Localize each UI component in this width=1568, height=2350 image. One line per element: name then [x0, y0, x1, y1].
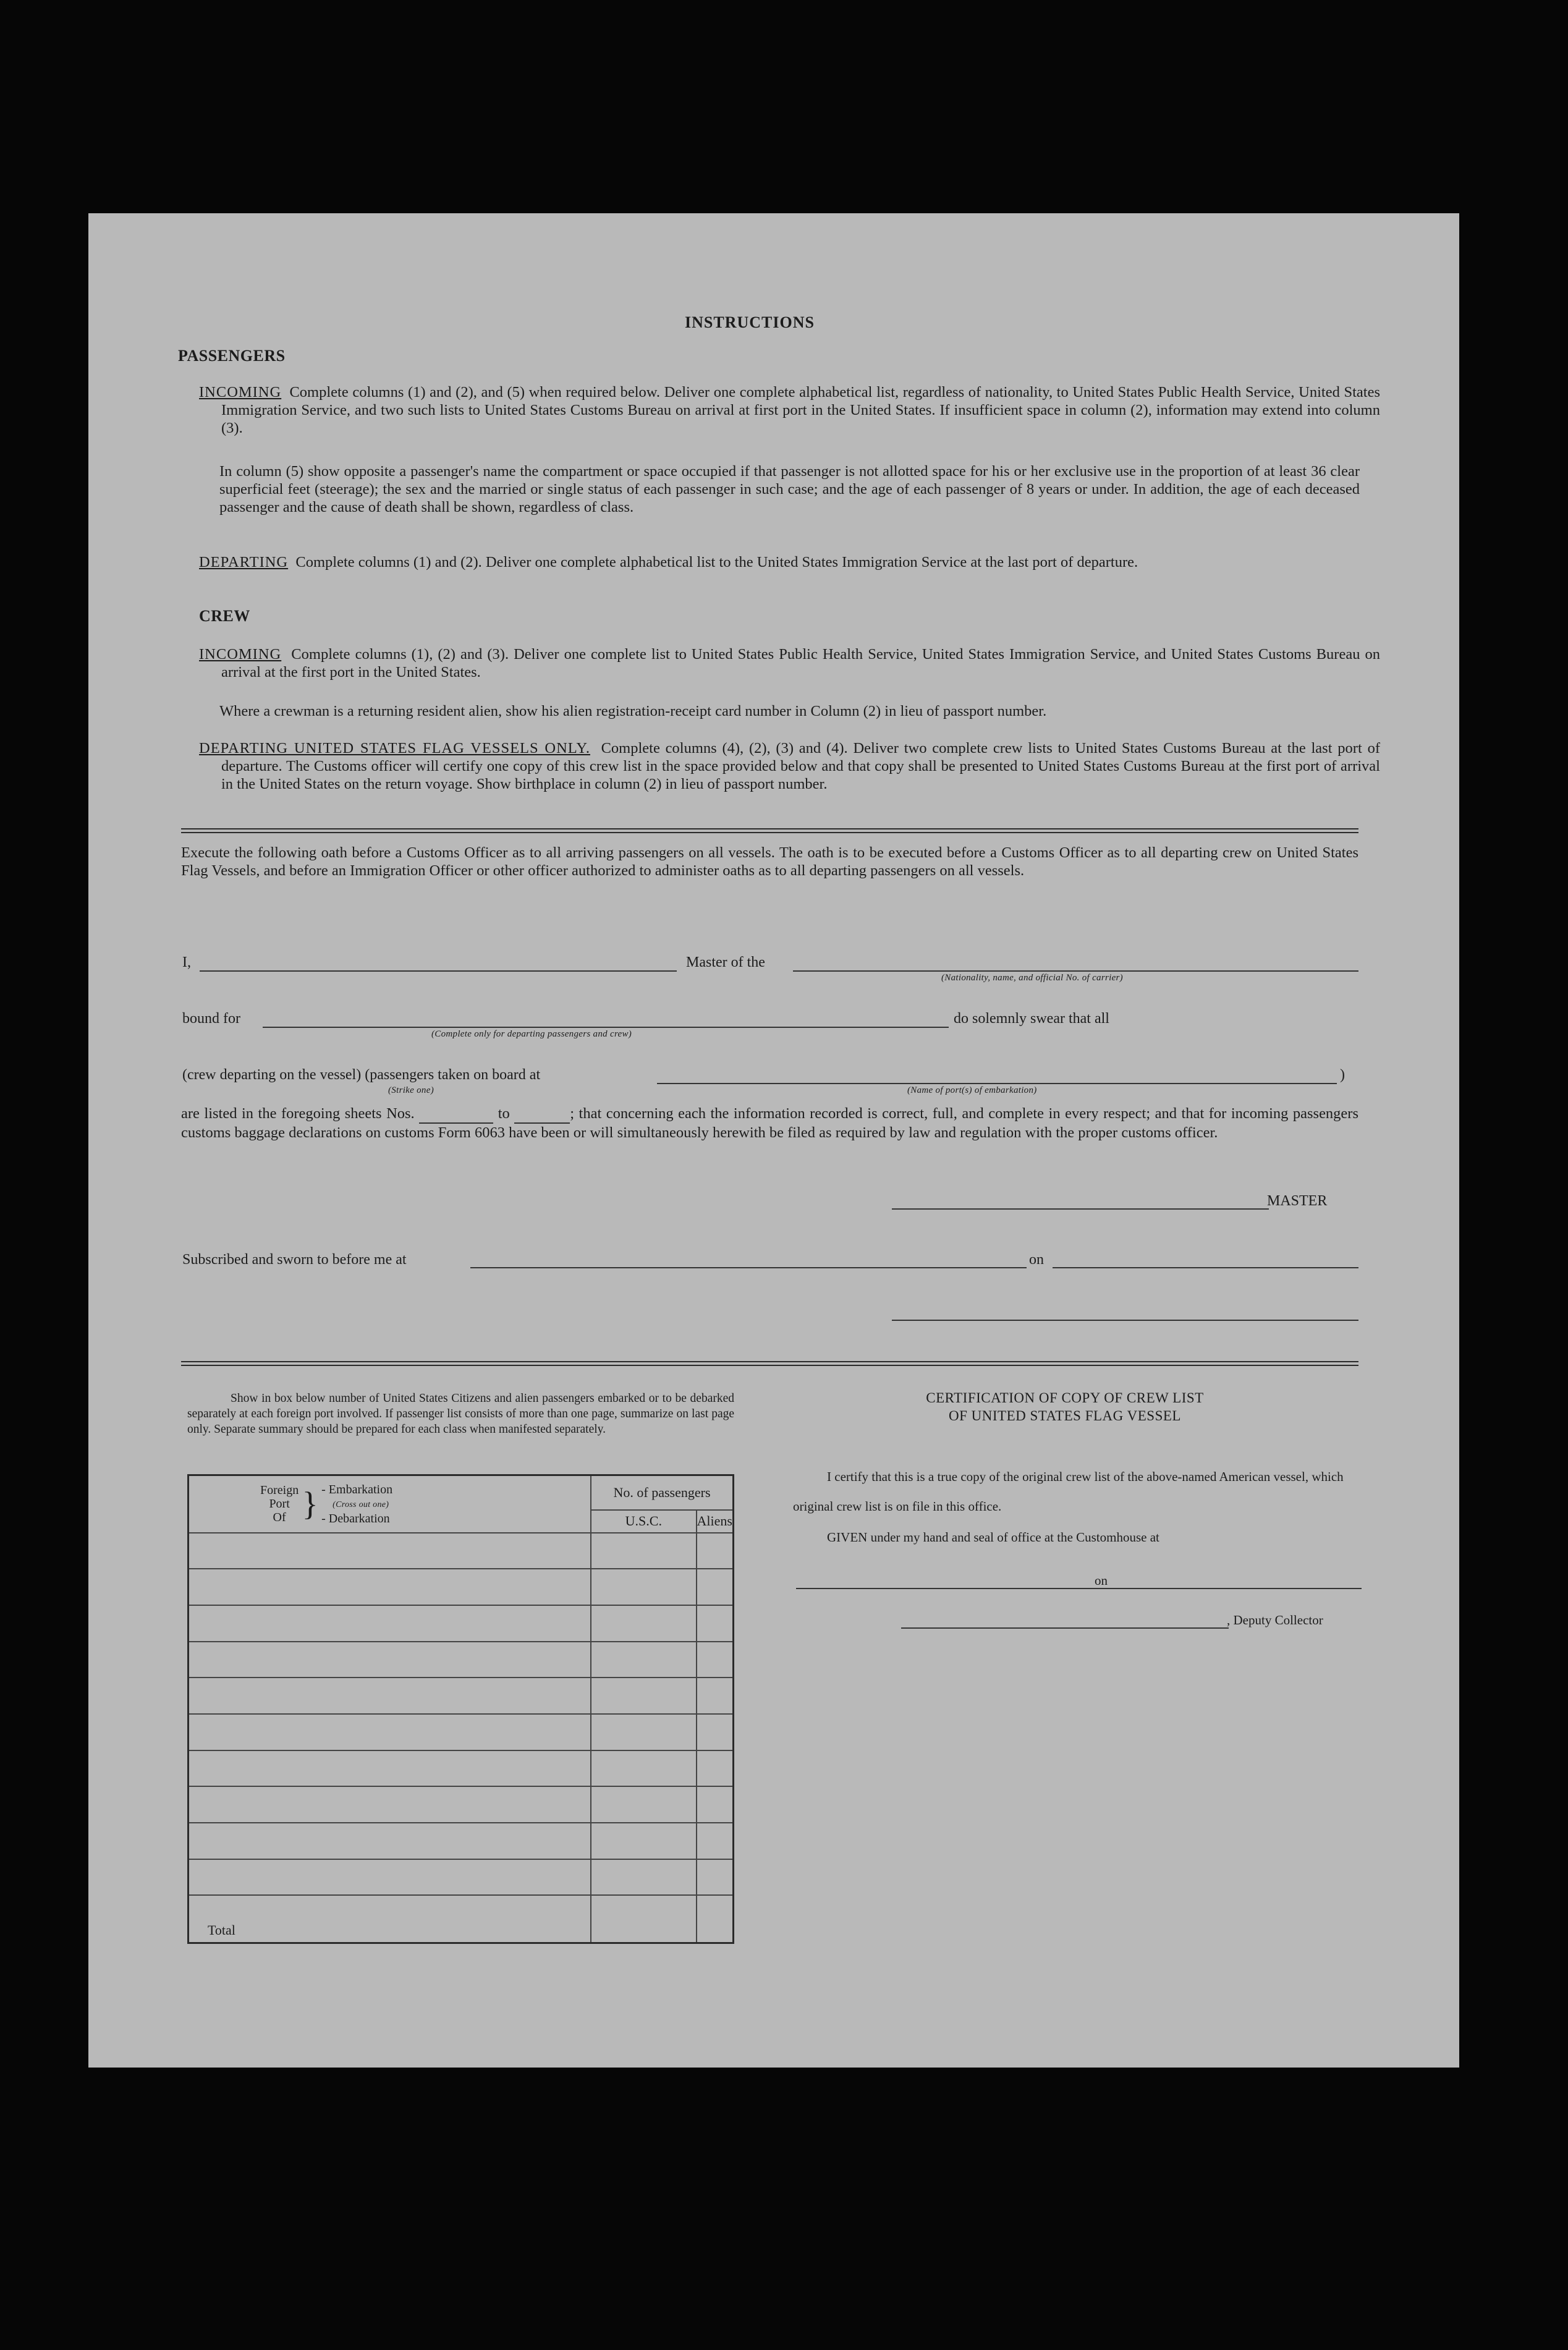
sheet-from-field[interactable] [419, 1105, 493, 1124]
crew-departing-label: DEPARTING UNITED STATES FLAG VESSELS ONLY. [199, 740, 590, 757]
of-label: Of [273, 1511, 286, 1525]
bound-for-label: bound for [182, 1011, 240, 1027]
passenger-summary-table [187, 1474, 734, 1944]
passengers-incoming-text: Complete columns (1) and (2), and (5) when required below. Deliver one complete alphabetical list, regardless of nationality, to United States Public Health Service, United States Immigration Service, and two such lists to United States Customs Bureau on arrival at first port in the United States. If insufficient space in column (2), information may extend into column (3). [221, 384, 1380, 436]
crew-incoming-paragraph [199, 645, 1380, 681]
usc-cell[interactable] [591, 1714, 697, 1750]
officer-signature-field[interactable] [892, 1320, 1358, 1321]
aliens-cell[interactable] [697, 1859, 734, 1896]
port-caption: (Name of port(s) of embarkation) [907, 1085, 1037, 1095]
cross-out-caption: (Cross out one) [333, 1500, 389, 1509]
crew-incoming-text: Complete columns (1), (2) and (3). Deliver one complete list to United States Public Health Service, United States Immigration Service, and United States Customs Bureau on arrival at the first port in the United States. [221, 646, 1380, 681]
certification-title-line2: OF UNITED STATES FLAG VESSEL [949, 1408, 1181, 1423]
sheets-text-a: are listed in the foregoing sheets Nos. [181, 1105, 415, 1122]
strike-one-caption: (Strike one) [388, 1085, 434, 1095]
given-text: GIVEN under my hand and seal of office at the Customhouse at [827, 1530, 1159, 1545]
aliens-cell[interactable] [697, 1605, 734, 1642]
passengers-incoming-paragraph [199, 383, 1380, 437]
bound-for-field[interactable] [263, 1027, 949, 1028]
passengers-departing-text: Complete columns (1) and (2). Deliver one complete alphabetical list to the United States Immigration Service at the last port of departure. [295, 554, 1138, 571]
departing-label: DEPARTING [199, 554, 289, 571]
resident-alien-paragraph: Where a crewman is a returning resident alien, show his alien registration-receipt card number in Column (2) in lieu of passport number. [219, 703, 1047, 719]
passengers-departing-paragraph [199, 553, 1380, 571]
usc-cell[interactable] [591, 1642, 697, 1678]
usc-header: U.S.C. [591, 1510, 697, 1532]
embarkation-port-field[interactable] [657, 1083, 1337, 1084]
sworn-date-field[interactable] [1053, 1267, 1358, 1268]
usc-cell[interactable] [591, 1569, 697, 1605]
usc-cell[interactable] [591, 1605, 697, 1642]
certification-title-line1: CERTIFICATION OF COPY OF CREW LIST [926, 1390, 1204, 1406]
sheets-text-b: ; that concerning each the information recorded is correct, full, and complete in every respect; and that for incoming passengers customs baggage declarations on customs Form 6063 have been or will simultaneously herewith be filed as required by law and regulation with the proper customs officer. [181, 1105, 1359, 1141]
aliens-cell[interactable] [697, 1823, 734, 1859]
debarkation-label: - Debarkation [321, 1511, 390, 1525]
oath-intro: Execute the following oath before a Customs Officer as to all arriving passengers on all vessels. The oath is to be executed before a Customs Officer as to all departing crew on United States Flag Vessels, and before an Immigration Officer or other officer authorized to administer oaths as to all departing passengers on all vessels. [181, 844, 1358, 879]
port-cell[interactable] [189, 1750, 591, 1787]
usc-cell[interactable] [591, 1533, 697, 1569]
passengers-heading: PASSENGERS [178, 347, 286, 365]
crew-departing-oath: (crew departing on the vessel) (passengers taken on board at [182, 1067, 541, 1083]
port-cell[interactable] [189, 1533, 591, 1569]
port-label: Port [269, 1497, 290, 1511]
port-cell[interactable] [189, 1569, 591, 1605]
foreign-label: Foreign [260, 1483, 299, 1498]
sheets-to: to [498, 1105, 510, 1122]
sworn-place-field[interactable] [470, 1267, 1027, 1268]
embarkation-label: - Embarkation [321, 1482, 393, 1496]
port-cell[interactable] [189, 1714, 591, 1750]
total-label: Total [189, 1895, 591, 1943]
aliens-cell[interactable] [697, 1642, 734, 1678]
aliens-cell[interactable] [697, 1750, 734, 1787]
column5-paragraph: In column (5) show opposite a passenger's name the compartment or space occupied if that passenger is not allotted space for his or her exclusive use in the proportion of at least 36 clear superficial feet (steerage); the sex and the married or single status of each passenger in such case; and the age of each passenger of 8 years or under. In addition, the age of each deceased passenger and the cause of death shall be shown, regardless of class. [219, 463, 1360, 515]
divider-rule [181, 828, 1358, 829]
sheet-to-field[interactable] [514, 1105, 570, 1124]
divider-rule [181, 1365, 1358, 1366]
master-name-field[interactable] [200, 970, 677, 972]
sheets-paragraph [181, 1105, 1358, 1142]
foreign-port-header [189, 1475, 591, 1533]
aliens-total-cell[interactable] [697, 1895, 734, 1943]
deputy-collector-label: , Deputy Collector [1227, 1613, 1323, 1627]
port-cell[interactable] [189, 1678, 591, 1714]
aliens-cell[interactable] [697, 1569, 734, 1605]
master-label: MASTER [1267, 1193, 1328, 1209]
usc-cell[interactable] [591, 1750, 697, 1787]
crew-incoming-label: INCOMING [199, 646, 282, 663]
crew-departing-paragraph [199, 739, 1380, 793]
close-paren: ) [1340, 1067, 1345, 1083]
bound-for-caption: (Complete only for departing passengers and crew) [431, 1029, 632, 1039]
summary-note: Show in box below number of United States Citizens and alien passengers embarked or to be debarked separately at each foreign port involved. If passenger list consists of more than one page, summarize on last page only. Separate summary should be prepared for each class when manifested separately. [187, 1392, 734, 1436]
master-of-label: Master of the [686, 954, 765, 970]
master-signature-field[interactable] [892, 1208, 1269, 1210]
aliens-header: Aliens [697, 1510, 734, 1532]
carrier-caption: (Nationality, name, and official No. of carrier) [941, 973, 1123, 983]
cert-date-field[interactable] [1112, 1588, 1362, 1589]
usc-total-cell[interactable] [591, 1895, 697, 1943]
port-cell[interactable] [189, 1823, 591, 1859]
usc-cell[interactable] [591, 1859, 697, 1896]
port-cell[interactable] [189, 1605, 591, 1642]
certification-title [768, 1389, 1362, 1425]
port-cell[interactable] [189, 1859, 591, 1896]
carrier-field[interactable] [793, 970, 1358, 972]
aliens-cell[interactable] [697, 1678, 734, 1714]
divider-rule [181, 1361, 1358, 1362]
crew-heading: CREW [199, 607, 250, 625]
cert-on-label: on [1095, 1573, 1108, 1588]
swear-text: do solemnly swear that all [954, 1011, 1109, 1027]
form-page [88, 213, 1459, 2068]
divider-rule [181, 832, 1358, 833]
certification-text: I certify that this is a true copy of the original crew list of the above-named American vessel, which original crew list is on file in this office. [793, 1469, 1344, 1514]
usc-cell[interactable] [591, 1678, 697, 1714]
usc-cell[interactable] [591, 1823, 697, 1859]
oath-i-label: I, [182, 954, 191, 970]
on-label: on [1029, 1252, 1044, 1268]
instructions-title: INSTRUCTIONS [685, 313, 815, 331]
no-of-passengers-header: No. of passengers [591, 1475, 733, 1511]
aliens-cell[interactable] [697, 1714, 734, 1750]
usc-cell[interactable] [591, 1786, 697, 1823]
port-cell[interactable] [189, 1786, 591, 1823]
incoming-label: INCOMING [199, 384, 282, 401]
crew-departing-text: Complete columns (4), (2), (3) and (4). Deliver two complete crew lists to United States Customs Bureau at the last port of departure. The Customs officer will certify one copy of this crew list in the space provided below and that copy shall be presented to United States Customs Bureau at the first port of arrival in the United States on the return voyage. Show birthplace in column (2) in lieu of passport number. [221, 740, 1380, 792]
aliens-cell[interactable] [697, 1786, 734, 1823]
deputy-signature-field[interactable] [901, 1627, 1229, 1629]
aliens-cell[interactable] [697, 1533, 734, 1569]
port-cell[interactable] [189, 1642, 591, 1678]
subscribed-label: Subscribed and sworn to before me at [182, 1252, 407, 1268]
brace-glyph: } [302, 1485, 318, 1523]
